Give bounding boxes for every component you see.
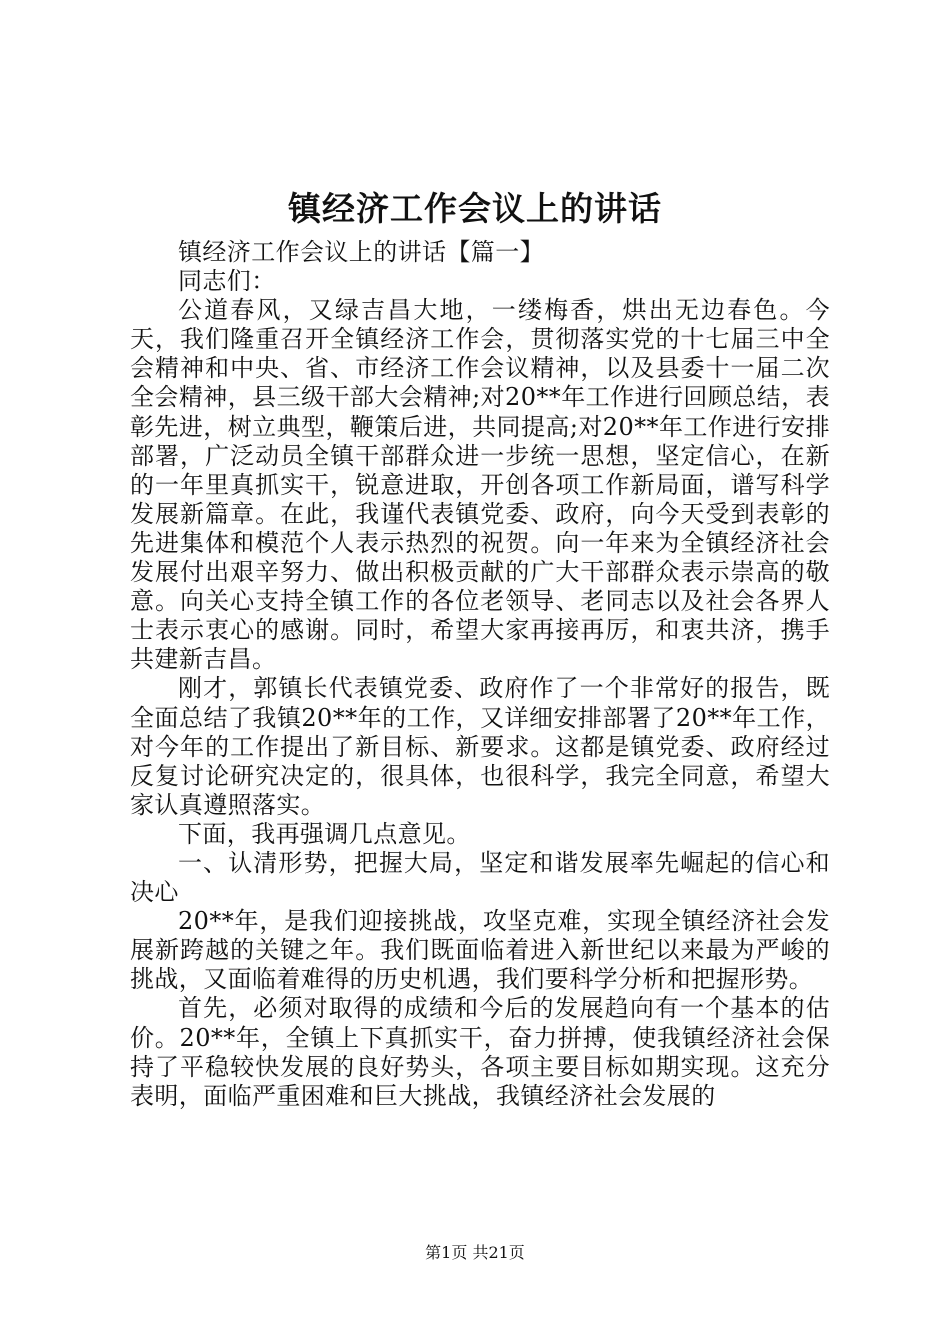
paragraph: 20**年，是我们迎接挑战，攻坚克难，实现全镇经济社会发展新跨越的关键之年。我们既面临着进入新世纪以来最为严峻的挑战，又面临着难得的历史机遇，我们要科学分析和把握形势。: [130, 907, 830, 994]
paragraph-salutation: 同志们：: [178, 267, 276, 296]
paragraph: 刚才，郭镇长代表镇党委、政府作了一个非常好的报告，既全面总结了我镇20**年的工作，又详细安排部署了20**年工作，对今年的工作提出了新目标、新要求。这都是镇党委、政府经过反复讨论研究决定的，很具体，也很科学，我完全同意，希望大家认真遵照落实。: [130, 674, 830, 819]
document-body: [130, 238, 830, 1111]
paragraph-subtitle: 镇经济工作会议上的讲话【篇一】: [178, 238, 544, 266]
page-footer: 第1页 共21页: [425, 1243, 525, 1262]
paragraph: 公道春风，又绿吉昌大地，一缕梅香，烘出无边春色。今天，我们隆重召开全镇经济工作会，贯彻落实党的十七届三中全会精神和中央、省、市经济工作会议精神，以及县委十一届二次全会精神，县三级干部大会精神;对20**年工作进行回顾总结，表彰先进，树立典型，鞭策后进，共同提高;对20**年工作进行安排部署，广泛动员全镇干部群众进一步统一思想，坚定信心，在新的一年里真抓实干，锐意进取，开创各项工作新局面，谱写科学发展新篇章。在此，我谨代表镇党委、政府，向今天受到表彰的先进集体和模范个人表示热烈的祝贺。向一年来为全镇经济社会发展付出艰辛努力、做出积极贡献的广大干部群众表示崇高的敬意。向关心支持全镇工作的各位老领导、老同志以及社会各界人士表示衷心的感谢。同时，希望大家再接再厉，和衷共济，携手共建新吉昌。: [130, 296, 830, 674]
paragraph: 首先，必须对取得的成绩和今后的发展趋向有一个基本的估价。20**年，全镇上下真抓实干，奋力拼搏，使我镇经济社会保持了平稳较快发展的良好势头，各项主要目标如期实现。这充分表明，面临严重困难和巨大挑战，我镇经济社会发展的: [130, 994, 830, 1110]
section-heading: 一、认清形势，把握大局，坚定和谐发展率先崛起的信心和决心: [130, 848, 830, 907]
paragraph: 下面，我再强调几点意见。: [178, 819, 471, 848]
document-title: 镇经济工作会议上的讲话: [288, 189, 662, 228]
